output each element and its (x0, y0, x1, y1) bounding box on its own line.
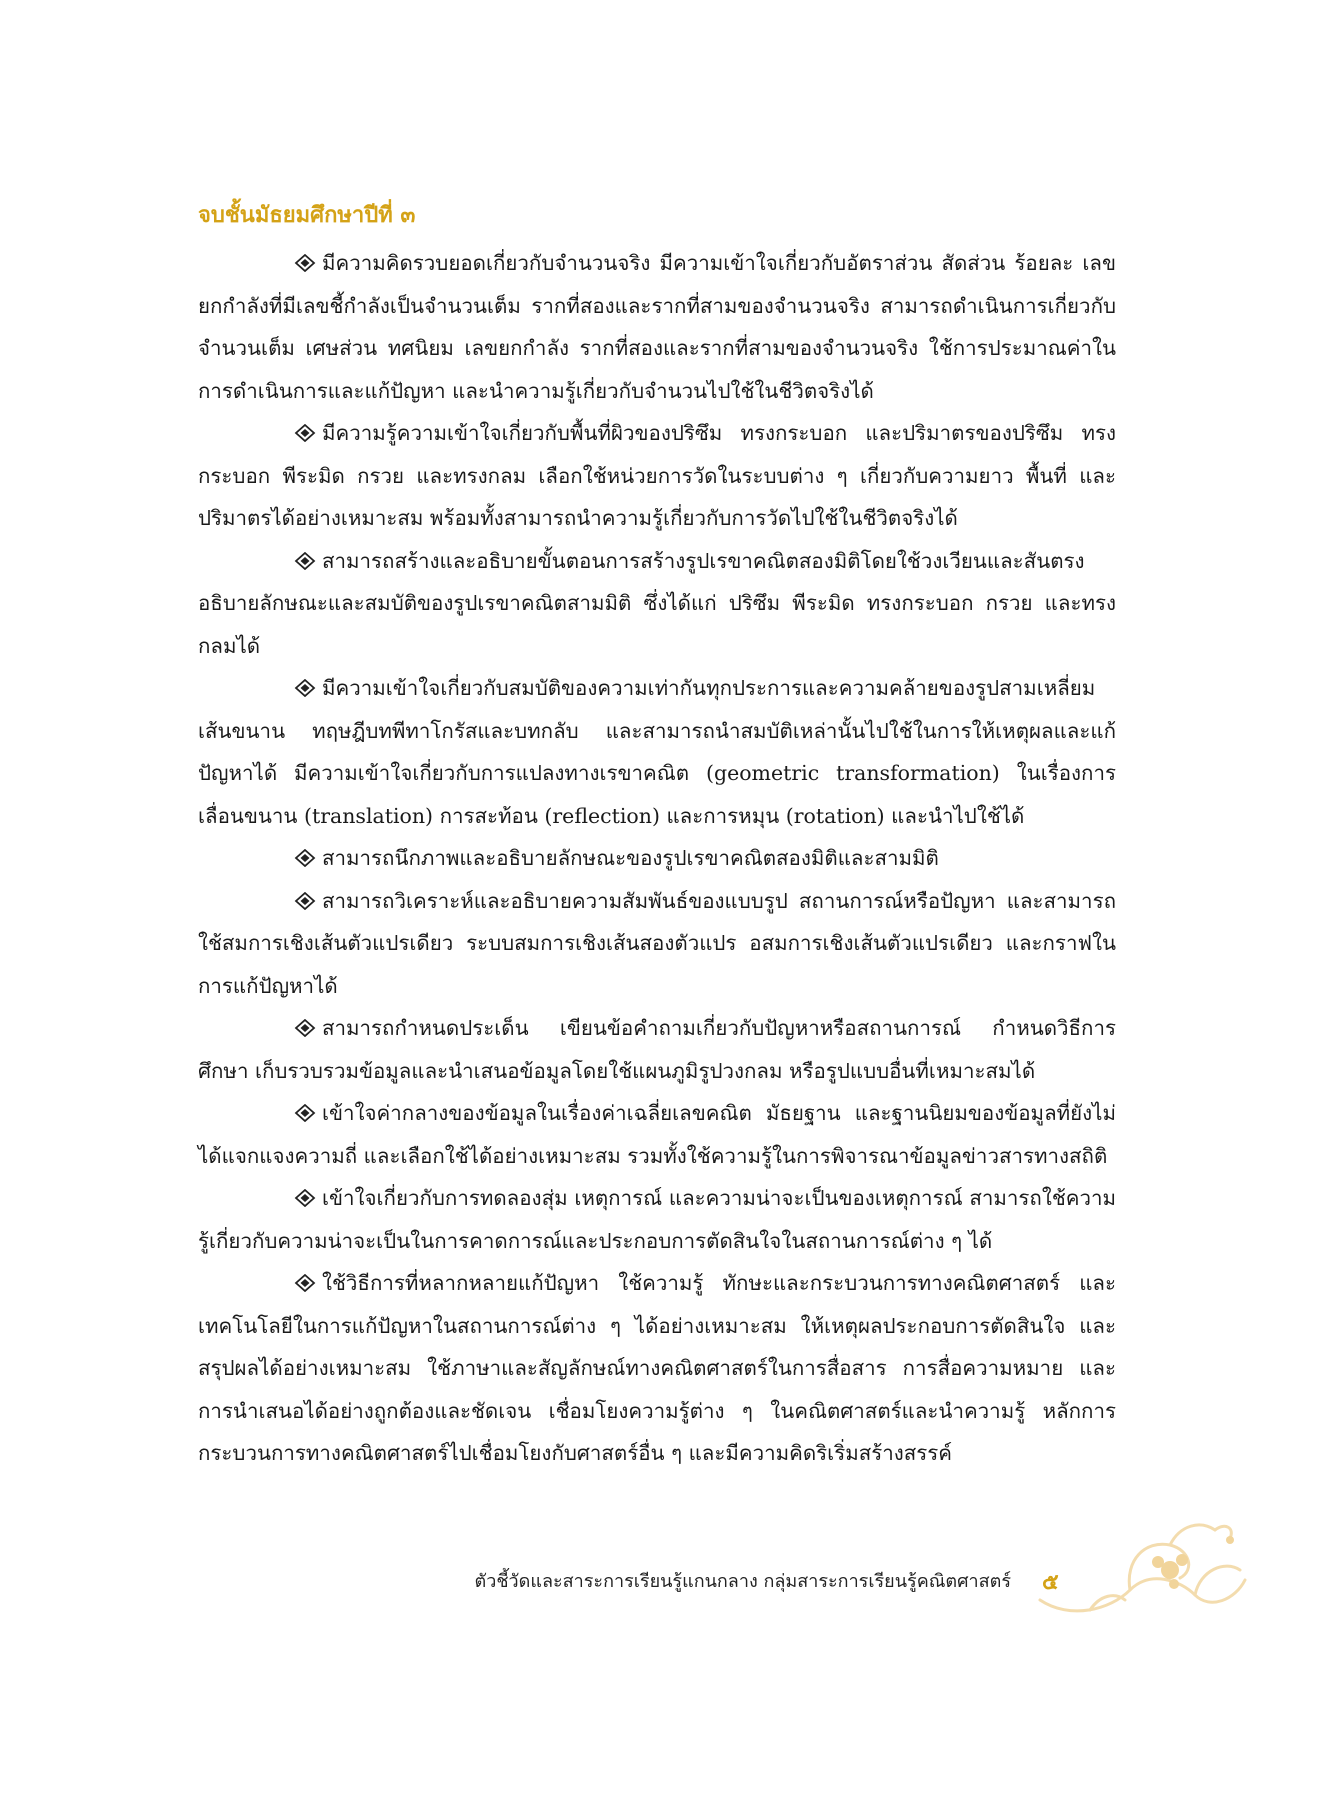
diamond-bullet-icon (294, 424, 316, 442)
diamond-bullet-icon (294, 1189, 316, 1207)
paragraph-text: สามารถกำหนดประเด็น เขียนข้อคำถามเกี่ยวกับปัญหาหรือสถานการณ์ กำหนดวิธีการศึกษา เก็บรวบรวมข้อมูลและนำเสนอข้อมูลโดยใช้แผนภูมิรูปวงกลม หรือรูปแบบอื่นที่เหมาะสมได้ (198, 1016, 1116, 1083)
floral-ornament-icon (1030, 1500, 1260, 1630)
diamond-bullet-icon (294, 552, 316, 570)
paragraph-text: เข้าใจค่ากลางของข้อมูลในเรื่องค่าเฉลี่ยเลขคณิต มัธยฐาน และฐานนิยมของข้อมูลที่ยังไม่ได้แจกแจงความถี่ และเลือกใช้ได้อย่างเหมาะสม รวมทั้งใช้ความรู้ในการพิจารณาข้อมูลข่าวสารทางสถิติ (198, 1101, 1116, 1168)
footer-title: ตัวชี้วัดและสาระการเรียนรู้แกนกลาง กลุ่มสาระการเรียนรู้คณิตศาสตร์ (474, 1571, 1011, 1592)
diamond-bullet-icon (294, 679, 316, 697)
paragraph (198, 880, 1116, 1008)
paragraph (198, 1177, 1116, 1262)
diamond-bullet-icon (294, 1104, 316, 1122)
section-heading: จบชั้นมัธยมศึกษาปีที่ ๓ (198, 203, 416, 228)
paragraph-text: สามารถวิเคราะห์และอธิบายความสัมพันธ์ของแบบรูป สถานการณ์หรือปัญหา และสามารถใช้สมการเชิงเส้นตัวแปรเดียว ระบบสมการเชิงเส้นสองตัวแปร อสมการเชิงเส้นตัวแปรเดียว และกราฟในการแก้ปัญหาได้ (198, 888, 1116, 998)
diamond-bullet-icon (294, 849, 316, 867)
paragraph (198, 242, 1116, 412)
paragraph-text: มีความเข้าใจเกี่ยวกับสมบัติของความเท่ากันทุกประการและความคล้ายของรูปสามเหลี่ยม เส้นขนาน ทฤษฎีบทพีทาโกรัสและบทกลับ และสามารถนำสมบัติเหล่านั้นไปใช้ในการให้เหตุผลและแก้ปัญหาได้ มีความเข้าใจเกี่ยวกับการแปลงทางเรขาคณิต (geometric transformation) ในเรื่องการเลื่อนขนาน (translation) การสะท้อน (reflection) และการหมุน (rotation) และนำไปใช้ได้ (198, 676, 1116, 828)
body-text (198, 242, 1116, 1475)
paragraph-text: สามารถนึกภาพและอธิบายลักษณะของรูปเรขาคณิตสองมิติและสามมิติ (322, 846, 939, 870)
paragraph-text: มีความรู้ความเข้าใจเกี่ยวกับพื้นที่ผิวของปริซึม ทรงกระบอก และปริมาตรของปริซึม ทรงกระบอก พีระมิด กรวย และทรงกลม เลือกใช้หน่วยการวัดในระบบต่าง ๆ เกี่ยวกับความยาว พื้นที่ และปริมาตรได้อย่างเหมาะสม พร้อมทั้งสามารถนำความรู้เกี่ยวกับการวัดไปใช้ในชีวิตจริงได้ (198, 421, 1116, 530)
diamond-bullet-icon (294, 254, 316, 272)
paragraph (198, 1262, 1116, 1475)
diamond-bullet-icon (294, 1274, 316, 1292)
diamond-bullet-icon (294, 1019, 316, 1037)
paragraph (198, 667, 1116, 837)
paragraph-text: มีความคิดรวบยอดเกี่ยวกับจำนวนจริง มีความเข้าใจเกี่ยวกับอัตราส่วน สัดส่วน ร้อยละ เลขยกกำลังที่มีเลขชี้กำลังเป็นจำนวนเต็ม รากที่สองและรากที่สามของจำนวนจริง สามารถดำเนินการเกี่ยวกับจำนวนเต็ม เศษส่วน ทศนิยม เลขยกกำลัง รากที่สองและรากที่สามของจำนวนจริง ใช้การประมาณค่าในการดำเนินการและแก้ปัญหา และนำความรู้เกี่ยวกับจำนวนไปใช้ในชีวิตจริงได้ (198, 251, 1116, 403)
page-number: ๕ (1042, 1570, 1059, 1595)
paragraph (198, 837, 1116, 880)
paragraph (198, 1007, 1116, 1092)
paragraph (198, 1092, 1116, 1177)
paragraph (198, 540, 1116, 668)
diamond-bullet-icon (294, 892, 316, 910)
paragraph-text: สามารถสร้างและอธิบายขั้นตอนการสร้างรูปเรขาคณิตสองมิติโดยใช้วงเวียนและสันตรง อธิบายลักษณะและสมบัติของรูปเรขาคณิตสามมิติ ซึ่งได้แก่ ปริซึม พีระมิด ทรงกระบอก กรวย และทรงกลมได้ (198, 548, 1116, 658)
paragraph-text: ใช้วิธีการที่หลากหลายแก้ปัญหา ใช้ความรู้ ทักษะและกระบวนการทางคณิตศาสตร์ และเทคโนโลยีในการแก้ปัญหาในสถานการณ์ต่าง ๆ ได้อย่างเหมาะสม ให้เหตุผลประกอบการตัดสินใจ และสรุปผลได้อย่างเหมาะสม ใช้ภาษาและสัญลักษณ์ทางคณิตศาสตร์ในการสื่อสาร การสื่อความหมาย และการนำเสนอได้อย่างถูกต้องและชัดเจน เชื่อมโยงความรู้ต่าง ๆ ในคณิตศาสตร์และนำความรู้ หลักการ กระบวนการทางคณิตศาสตร์ไปเชื่อมโยงกับศาสตร์อื่น ๆ และมีความคิดริเริ่มสร้างสรรค์ (198, 1271, 1116, 1465)
paragraph-text: เข้าใจเกี่ยวกับการทดลองสุ่ม เหตุการณ์ และความน่าจะเป็นของเหตุการณ์ สามารถใช้ความรู้เกี่ยวกับความน่าจะเป็นในการคาดการณ์และประกอบการตัดสินใจในสถานการณ์ต่าง ๆ ได้ (198, 1186, 1116, 1253)
paragraph (198, 412, 1116, 540)
